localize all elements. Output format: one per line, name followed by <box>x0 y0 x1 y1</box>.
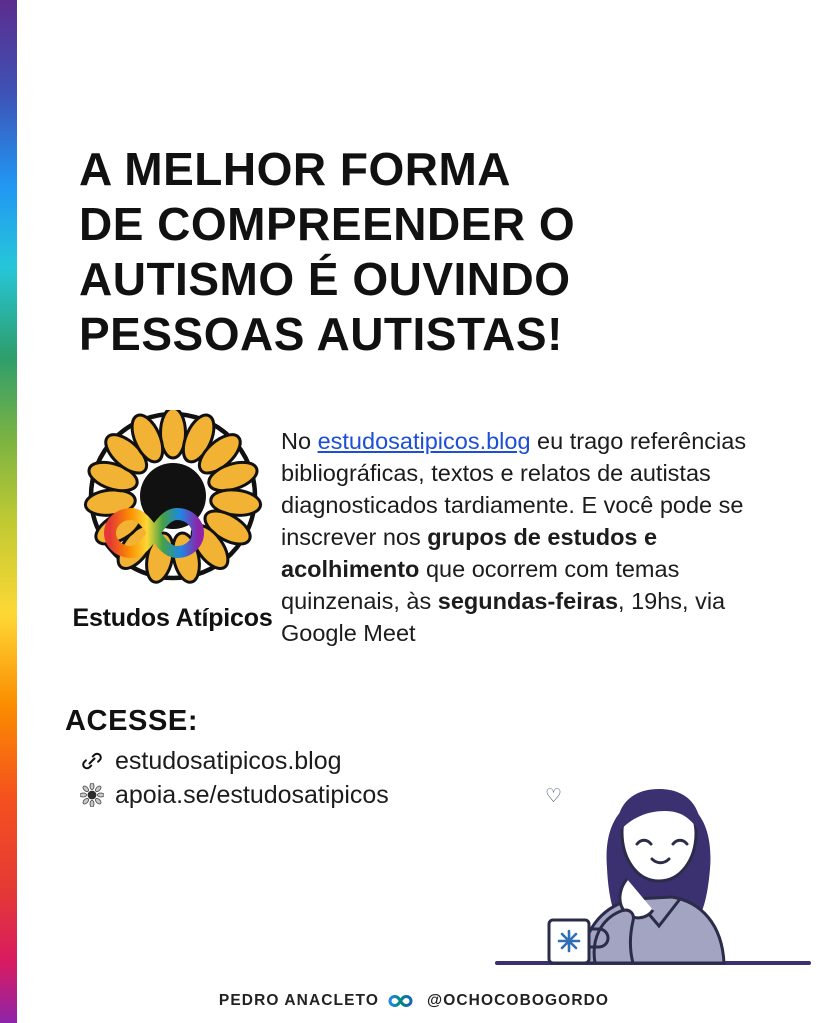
description-paragraph <box>281 425 791 649</box>
access-link-apoiase-label: apoia.se/estudosatipicos <box>115 781 389 809</box>
access-link-apoiase[interactable] <box>79 778 389 812</box>
brand-logo-label: Estudos Atípicos <box>72 604 273 632</box>
heart-icon: ♡ <box>545 786 563 807</box>
sunflower-icon <box>79 782 105 808</box>
paragraph-part-4: , 19hs, via Google Meet <box>281 588 726 646</box>
brand-logo <box>50 410 295 633</box>
credit-author: PEDRO ANACLETO <box>218 992 379 1009</box>
paragraph-part-1: No <box>281 428 318 454</box>
access-link-blog-label: estudosatipicos.blog <box>115 747 342 775</box>
link-icon <box>79 748 105 774</box>
page-title <box>79 142 779 362</box>
poster-page <box>17 0 819 1023</box>
infinity-icon <box>388 993 418 1009</box>
paragraph-bold-2: segundas-feiras <box>437 588 619 614</box>
rainbow-stripe <box>0 0 17 1023</box>
paragraph-part-3: que ocorrem com temas quinzenais, às <box>281 556 680 614</box>
paragraph-part-2: eu trago referências bibliográficas, textos e relatos de autistas diagnosticados tardiamente. E você pode se inscrever nos <box>281 428 747 550</box>
sunflower-infinity-logo-icon <box>73 410 273 610</box>
headline-line-3: AUTISMO É OUVINDO <box>79 253 571 305</box>
blog-link[interactable]: estudosatipicos.blog <box>317 428 531 454</box>
credit-line <box>17 992 819 1010</box>
access-title: ACESSE: <box>65 705 199 737</box>
access-section <box>65 705 389 812</box>
access-link-blog[interactable] <box>79 744 389 778</box>
credit-handle: @OCHOCOBOGORDO <box>427 992 610 1009</box>
person-with-mug-illustration <box>487 760 817 990</box>
headline-line-4: PESSOAS AUTISTAS! <box>79 308 563 360</box>
headline-line-2: DE COMPREENDER O <box>79 198 576 250</box>
paragraph-bold-1: grupos de estudos e acolhimento <box>281 524 658 582</box>
headline-line-1: A MELHOR FORMA <box>79 143 512 195</box>
